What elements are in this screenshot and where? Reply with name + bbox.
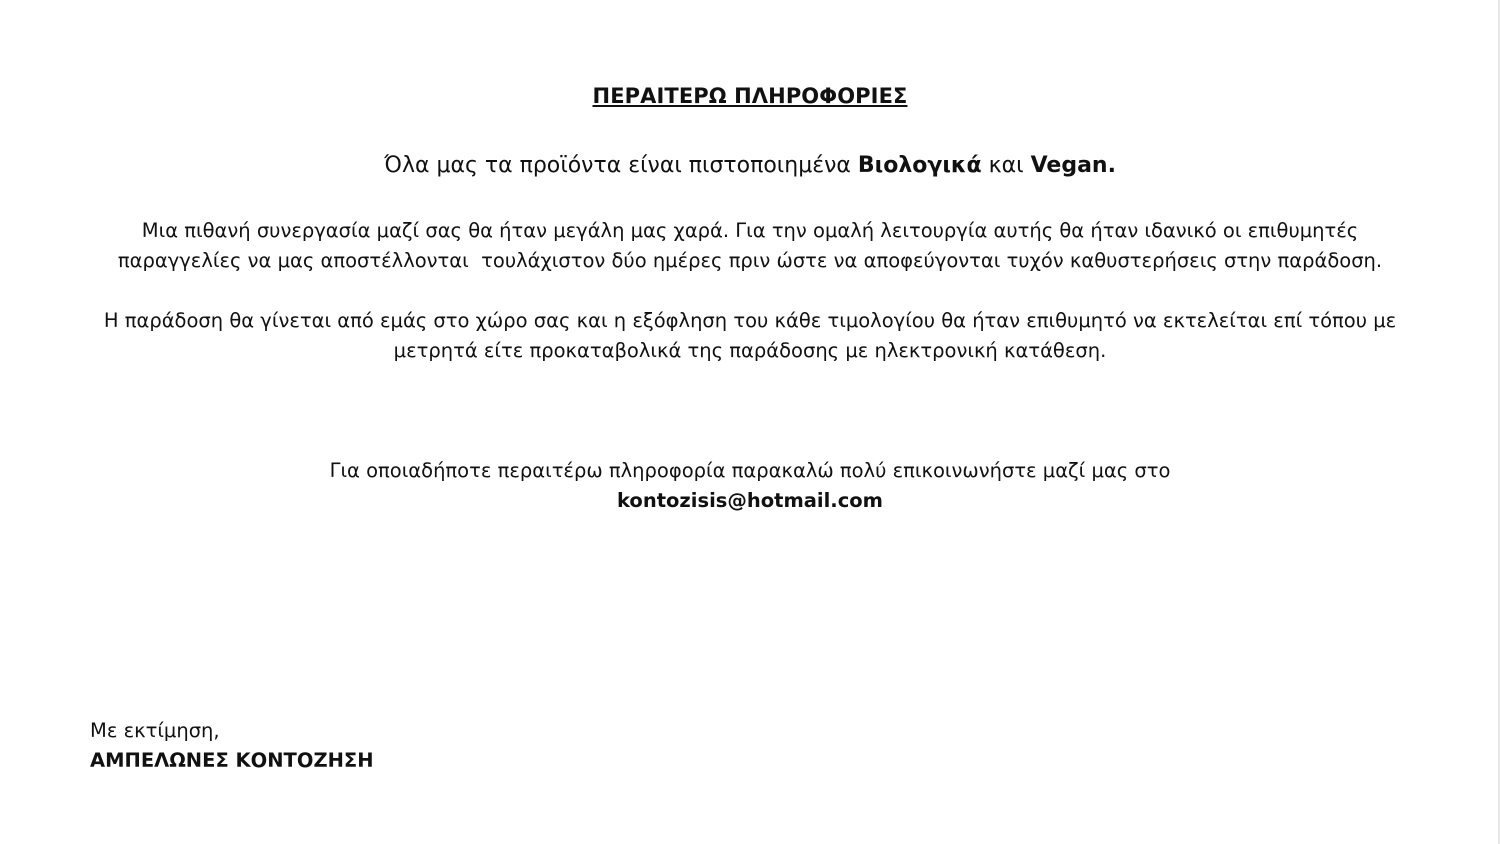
certification-connector: και: [981, 153, 1031, 178]
paragraph-line: παραγγελίες να μας αποστέλλονται τουλάχιστον δύο ημέρες πριν ώστε να αποφεύγονται τυχόν καθυστερήσεις στην παράδοση.: [117, 249, 1383, 272]
vegan-label: Vegan.: [1030, 153, 1116, 178]
cooperation-paragraph: [60, 216, 1440, 276]
delivery-paragraph: [60, 306, 1440, 366]
page-title: ΠΕΡΑΙΤΕΡΩ ΠΛΗΡΟΦΟΡΙΕΣ: [592, 84, 908, 108]
company-name: ΑΜΠΕΛΩΝΕΣ ΚΟΝΤΟΖΗΣΗ: [90, 749, 374, 772]
paragraph-line: Μια πιθανή συνεργασία μαζί σας θα ήταν μεγάλη μας χαρά. Για την ομαλή λειτουργία αυτής θα ήταν ιδανικό οι επιθυμητές: [141, 219, 1359, 242]
contact-email-link[interactable]: kontozisis@hotmail.com: [616, 489, 883, 512]
paragraph-line: Η παράδοση θα γίνεται από εμάς στο χώρο σας και η εξόφληση του κάθε τιμολογίου θα ήταν επιθυμητό να εκτελείται επί τόπου με: [103, 309, 1397, 332]
certification-statement: [0, 153, 1500, 178]
certification-prefix: Όλα μας τα προϊόντα είναι πιστοποιημένα: [384, 153, 858, 178]
signoff: [90, 716, 374, 776]
organic-label: Βιολογικά: [857, 153, 982, 178]
contact-text: Για οποιαδήποτε περαιτέρω πληροφορία παρακαλώ πολύ επικοινωνήστε μαζί μας στο: [329, 459, 1171, 482]
closing-text: Με εκτίμηση,: [90, 719, 220, 742]
contact-paragraph: [60, 456, 1440, 516]
paragraph-line: μετρητά είτε προκαταβολικά της παράδοσης με ηλεκτρονική κατάθεση.: [393, 339, 1107, 362]
